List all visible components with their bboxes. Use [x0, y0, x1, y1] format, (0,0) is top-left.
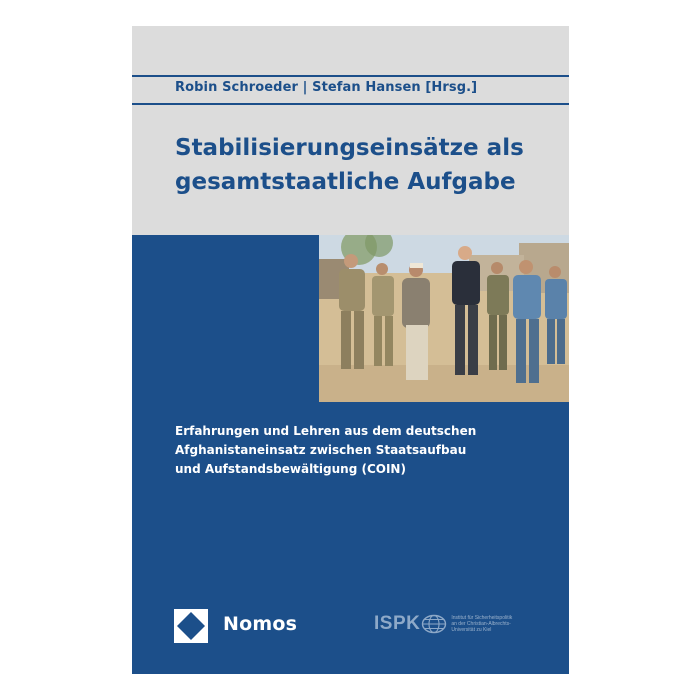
- title-line: gesamtstaatliche Aufgabe: [175, 169, 516, 195]
- top-panel: [132, 26, 569, 235]
- book-subtitle: [175, 422, 545, 479]
- ispk-acronym: ISPK: [374, 613, 421, 634]
- ispk-text-line: Institut für Sicherheitspolitik: [451, 615, 513, 621]
- subtitle-line: Afghanistaneinsatz zwischen Staatsaufbau: [175, 443, 467, 457]
- book-cover: [132, 26, 569, 674]
- subtitle-line: Erfahrungen und Lehren aus dem deutschen: [175, 424, 477, 438]
- authors-line: Robin Schroeder | Stefan Hansen [Hrsg.]: [175, 80, 478, 95]
- top-rule: [132, 75, 569, 77]
- ispk-text-line: an der Christian-Albrechts-: [451, 621, 511, 627]
- bottom-rule: [132, 103, 569, 105]
- nomos-logo-icon: [174, 609, 208, 643]
- ispk-logo: [374, 609, 512, 639]
- subtitle-line: und Aufstandsbewältigung (COIN): [175, 462, 406, 476]
- ispk-text-line: Universität zu Kiel: [451, 627, 492, 633]
- ispk-institute-text: [451, 615, 512, 633]
- cover-photo-illustration: [319, 235, 569, 402]
- globe-icon: [421, 614, 447, 634]
- title-line: Stabilisierungseinsätze als: [175, 135, 524, 161]
- cover-photo: [319, 235, 569, 402]
- book-title: [175, 131, 555, 199]
- publisher-name: Nomos: [223, 613, 298, 635]
